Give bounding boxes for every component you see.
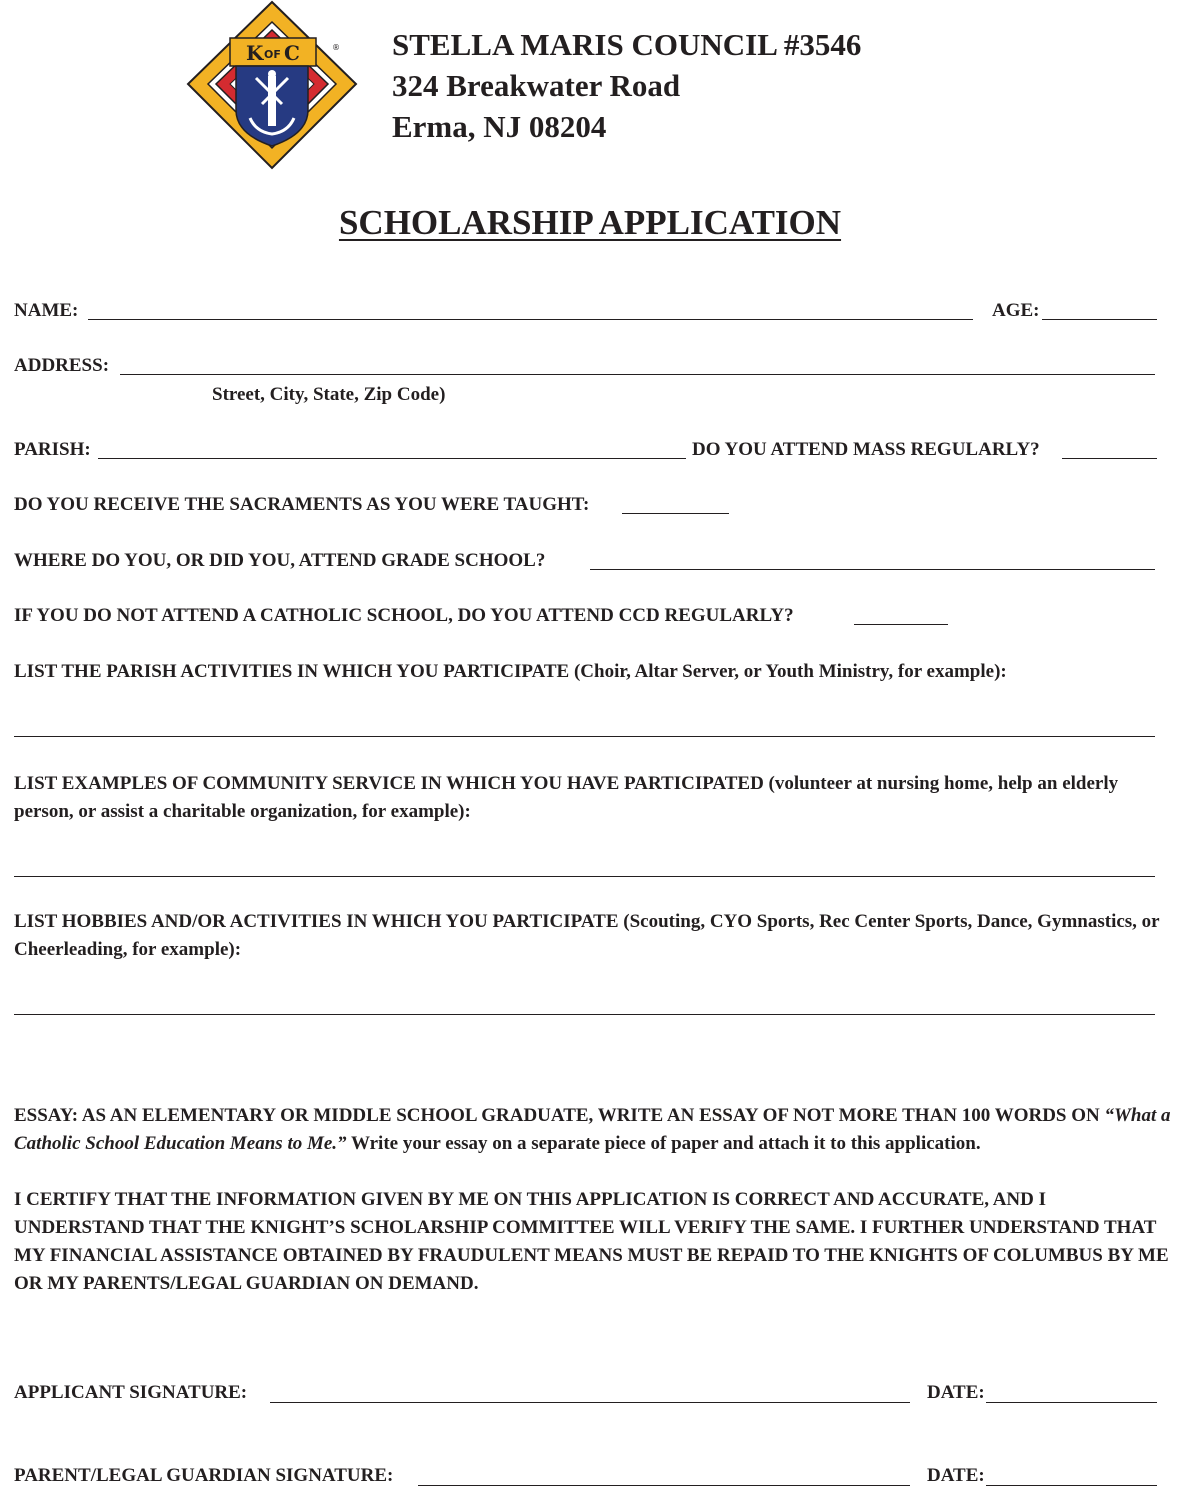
council-city: Erma, NJ 08204 <box>392 109 607 144</box>
guardian-signature-field[interactable] <box>418 1485 910 1486</box>
essay-prompt: ESSAY: AS AN ELEMENTARY OR MIDDLE SCHOOL GRADUATE, WRITE AN ESSAY OF NOT MORE THAN 100 WORDS ON <box>14 1105 1100 1126</box>
mass-field[interactable] <box>1062 458 1157 459</box>
address-field[interactable] <box>120 374 1155 375</box>
address-label: ADDRESS: <box>14 355 110 376</box>
mass-label: DO YOU ATTEND MASS REGULARLY? <box>692 439 1040 460</box>
guardian-date-field[interactable] <box>986 1485 1157 1486</box>
parish-field[interactable] <box>98 458 686 459</box>
ccd-field[interactable] <box>854 624 948 625</box>
parish-activities-examples: (Choir, Altar Server, or Youth Ministry, for example): <box>573 661 1007 682</box>
applicant-signature-label: APPLICANT SIGNATURE: <box>14 1382 248 1403</box>
guardian-signature-label: PARENT/LEGAL GUARDIAN SIGNATURE: <box>14 1465 394 1486</box>
applicant-date-label: DATE: <box>927 1382 985 1403</box>
name-label: NAME: <box>14 300 79 321</box>
parish-activities-field[interactable] <box>14 736 1155 737</box>
hobbies-prompt <box>14 908 1174 964</box>
kofc-emblem <box>186 0 358 170</box>
essay-instruction: Write your essay on a separate piece of paper and attach it to this application. <box>350 1133 981 1154</box>
council-name: STELLA MARIS COUNCIL #3546 <box>392 27 862 62</box>
svg-text:K: K <box>246 41 264 65</box>
essay-instructions <box>14 1102 1174 1158</box>
applicant-signature-field[interactable] <box>270 1402 910 1403</box>
hobbies-examples: (Scouting, CYO Sports, Rec Center Sports, Dance, Gymnastics, or Cheerleading, for example): <box>14 911 1160 960</box>
sacraments-label: DO YOU RECEIVE THE SACRAMENTS AS YOU WERE TAUGHT: <box>14 494 590 515</box>
svg-text:C: C <box>284 41 300 65</box>
parish-activities-prompt <box>14 658 1174 686</box>
applicant-date-field[interactable] <box>986 1402 1157 1403</box>
age-field[interactable] <box>1042 319 1157 320</box>
grade-school-field[interactable] <box>590 569 1155 570</box>
certification-statement: I CERTIFY THAT THE INFORMATION GIVEN BY ME ON THIS APPLICATION IS CORRECT AND ACCURATE, AND I UNDERSTAND THAT THE KNIGHT’S SCHOLARSHIP COMMITTEE WILL VERIFY THE SAME. I FURTHER UNDERSTAND THAT MY FINANCIAL ASSISTANCE OBTAINED BY FRAUDULENT MEANS MUST BE REPAID TO THE KNIGHTS OF COLUMBUS BY ME OR MY PARENTS/LEGAL GUARDIAN ON DEMAND. <box>14 1189 1169 1294</box>
community-service-field[interactable] <box>14 876 1155 877</box>
parish-activities-title: LIST THE PARISH ACTIVITIES IN WHICH YOU PARTICIPATE <box>14 661 570 682</box>
page-title-text: SCHOLARSHIP APPLICATION <box>338 203 842 242</box>
page-title <box>0 203 1180 243</box>
hobbies-field[interactable] <box>14 1014 1155 1015</box>
age-label: AGE: <box>992 300 1040 321</box>
council-street: 324 Breakwater Road <box>392 68 681 103</box>
svg-text:®: ® <box>332 43 340 52</box>
address-hint: Street, City, State, Zip Code) <box>212 384 446 405</box>
grade-school-label: WHERE DO YOU, OR DID YOU, ATTEND GRADE SCHOOL? <box>14 550 546 571</box>
guardian-date-label: DATE: <box>927 1465 985 1486</box>
council-header <box>392 24 861 147</box>
parish-label: PARISH: <box>14 439 91 460</box>
svg-text:OF: OF <box>264 48 281 61</box>
community-service-title: LIST EXAMPLES OF COMMUNITY SERVICE IN WHICH YOU HAVE PARTICIPATED <box>14 773 764 794</box>
name-field[interactable] <box>88 319 973 320</box>
sacraments-field[interactable] <box>622 513 729 514</box>
hobbies-title: LIST HOBBIES AND/OR ACTIVITIES IN WHICH YOU PARTICIPATE <box>14 911 619 932</box>
community-service-prompt <box>14 770 1174 826</box>
community-service-examples: (volunteer at nursing home, help an elderly person, or assist a charitable organization, for example): <box>14 773 1119 822</box>
ccd-label: IF YOU DO NOT ATTEND A CATHOLIC SCHOOL, DO YOU ATTEND CCD REGULARLY? <box>14 605 794 626</box>
essay-topic: “What a Catholic School Education Means to Me.” <box>14 1105 1171 1154</box>
